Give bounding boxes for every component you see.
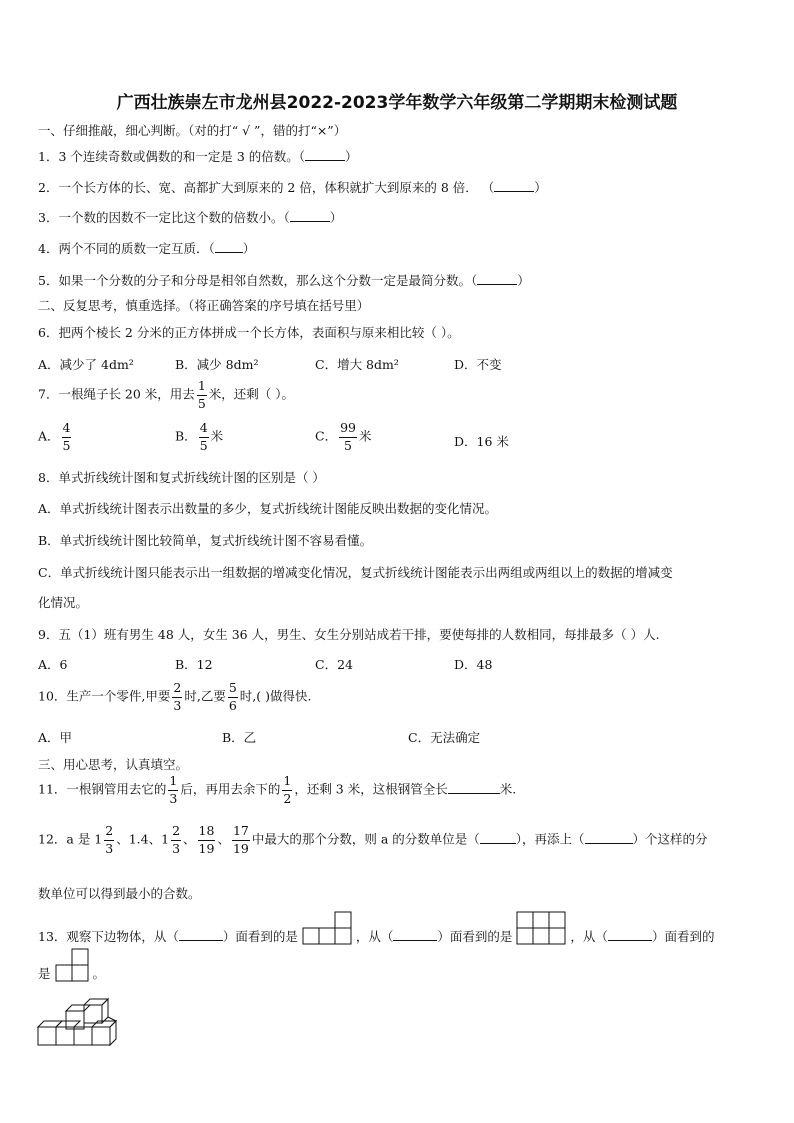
question-10: 10．生产一个零件,甲要 $\frac{2}{3}$ 时,乙要 $\frac{5}{6}$ 时,( )做得快.: [38, 680, 312, 713]
question-4: [38, 239, 255, 257]
cube-stack-figure: [36, 997, 126, 1047]
q9-option-b[interactable]: B．12: [175, 657, 213, 672]
question-3-text: 3．一个数的因数不一定比这个数的倍数小。（: [38, 210, 290, 225]
q7-option-c[interactable]: C． $\frac{99}{5}$ 米: [315, 420, 372, 453]
question-12: 12．a 是 1 $\frac{2}{3}$ 、1.4、1 $\frac{2}{3}$ 、 $\frac{18}{19}$ 、 $\frac{17}{19}$ 中最大的那个分数，则 a 的分数单位是（ ），再添上（ ）个这样的分: [38, 823, 708, 856]
section-2-heading: 二、反复思考，慎重选择。（将正确答案的序号填在括号里）: [38, 298, 370, 313]
paren-close: ）: [517, 273, 530, 288]
fraction: $\frac{1}{5}$: [197, 378, 206, 411]
answer-blank[interactable]: [215, 252, 243, 253]
paren-close: ）: [534, 180, 547, 195]
q9-option-c[interactable]: C．24: [315, 657, 353, 672]
section-3-heading: 三、用心思考，认真填空。: [38, 757, 189, 772]
question-13: 13．观察下边物体，从（ ）面看到的是 ，从（ ）面看到的是 ，从（ ）面看到的: [38, 911, 714, 945]
answer-blank[interactable]: [608, 940, 652, 941]
q10-option-b[interactable]: B．乙: [222, 730, 257, 745]
q8-option-c-line1[interactable]: C．单式折线统计图只能表示出一组数据的增减变化情况，复式折线统计图能表示出两组或两组以上的数据的增减变: [38, 565, 673, 580]
question-13-line2: 是 。: [38, 948, 105, 982]
answer-blank[interactable]: [480, 843, 516, 844]
question-4-text: 4．两个不同的质数一定互质．（: [38, 241, 215, 256]
q8-option-c-line2: 化情况。: [38, 595, 89, 610]
answer-blank[interactable]: [290, 221, 330, 222]
question-1: [38, 147, 358, 165]
answer-blank[interactable]: [585, 843, 633, 844]
q6-option-a[interactable]: A．减少了 4dm²: [38, 357, 134, 372]
question-3: [38, 208, 342, 226]
q10-option-a[interactable]: A．甲: [38, 730, 73, 745]
q6-option-b[interactable]: B．减少 8dm²: [175, 357, 259, 372]
view-1-icon: [302, 911, 356, 945]
q7-option-b[interactable]: B． $\frac{4}{5}$ 米: [175, 420, 224, 453]
answer-blank[interactable]: [448, 793, 500, 794]
paren-close: ）: [345, 149, 358, 164]
answer-blank[interactable]: [179, 940, 223, 941]
question-7: [38, 380, 294, 410]
question-2: [38, 178, 547, 196]
page-title: 广西壮族崇左市龙州县2022-2023学年数学六年级第二学期期末检测试题: [116, 93, 678, 113]
q6-option-d[interactable]: D．不变: [454, 357, 502, 372]
question-9: 9．五（1）班有男生 48 人，女生 36 人，男生、女生分别站成若干排，要使每排的人数相同，每排最多（ ）人.: [38, 627, 660, 642]
view-2-icon: [516, 911, 570, 945]
q9-option-d[interactable]: D．48: [454, 657, 493, 672]
q8-option-b[interactable]: B．单式折线统计图比较简单，复式折线统计图不容易看懂。: [38, 533, 373, 548]
answer-blank[interactable]: [393, 940, 437, 941]
q8-option-a[interactable]: A．单式折线统计图表示出数量的多少，复式折线统计图能反映出数据的变化情况。: [38, 501, 498, 516]
question-5-text: 5．如果一个分数的分子和分母是相邻自然数，那么这个分数一定是最简分数。（: [38, 273, 478, 288]
q9-option-a[interactable]: A．6: [38, 657, 68, 672]
paren-close: ）: [242, 241, 256, 256]
answer-blank[interactable]: [477, 284, 517, 285]
paren-close: ）: [329, 210, 343, 225]
answer-blank[interactable]: [494, 191, 534, 192]
question-7-text: 7．一根绳子长 20 米，用去: [38, 386, 195, 402]
answer-blank[interactable]: [305, 160, 345, 161]
question-6: 6．把两个棱长 2 分米的正方体拼成一个长方体，表面积与原来相比较（ ）。: [38, 325, 460, 340]
question-11: 11．一根钢管用去它的 $\frac{1}{3}$ 后，再用去余下的 $\frac{1}{2}$ ，还剩 3 米，这根钢管全长 米.: [38, 773, 517, 806]
question-12-line2: 数单位可以得到最小的合数。: [38, 886, 201, 901]
question-7-text-end: 米，还剩（ ）。: [208, 386, 294, 402]
q10-option-c[interactable]: C．无法确定: [408, 730, 481, 745]
question-2-text: 2．一个长方体的长、宽、高都扩大到原来的 2 倍，体积就扩大到原来的 8 倍． （: [38, 180, 495, 195]
question-8: 8．单式折线统计图和复式折线统计图的区别是（ ）: [38, 470, 325, 485]
view-3-icon: [55, 948, 93, 982]
q7-option-a[interactable]: A． $\frac{4}{5}$: [38, 420, 71, 453]
q6-option-c[interactable]: C．增大 8dm²: [315, 357, 399, 372]
question-5: [38, 271, 530, 289]
q7-option-d[interactable]: D．16 米: [454, 434, 509, 449]
question-1-text: 1．3 个连续奇数或偶数的和一定是 3 的倍数。（: [38, 149, 306, 164]
section-1-heading: 一、仔细推敲，细心判断。（对的打“ √ ”，错的打“×”）: [38, 123, 347, 138]
